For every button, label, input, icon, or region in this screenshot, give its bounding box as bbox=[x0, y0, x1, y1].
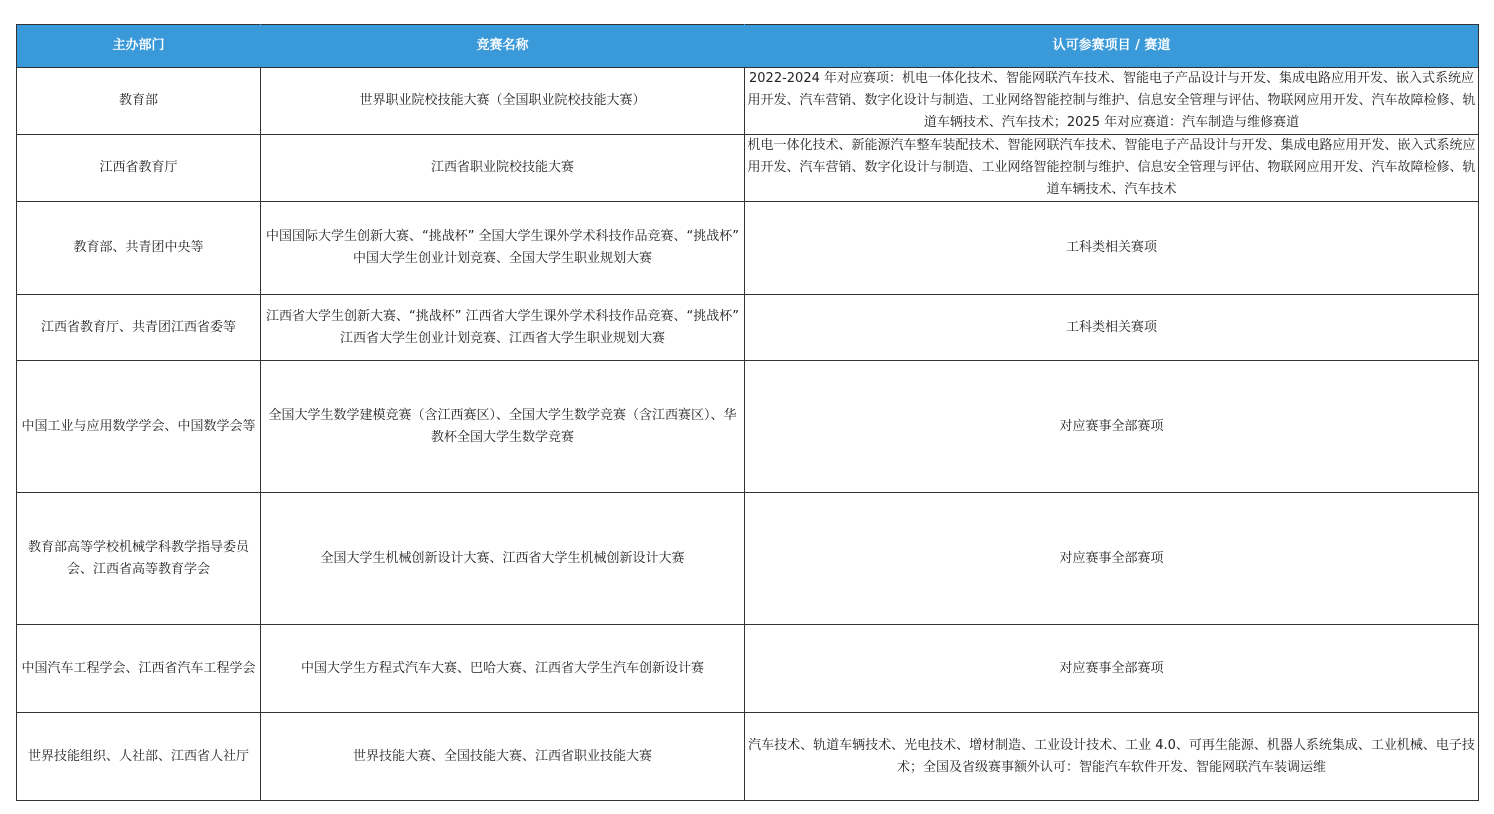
header-recognized-items: 认可参赛项目 / 赛道 bbox=[745, 25, 1479, 68]
cell-competition-name: 江西省职业院校技能大赛 bbox=[261, 135, 745, 202]
cell-competition-name: 全国大学生机械创新设计大赛、江西省大学生机械创新设计大赛 bbox=[261, 493, 745, 625]
table-row bbox=[17, 713, 1479, 801]
competition-table bbox=[16, 24, 1479, 801]
header-competition-name: 竞赛名称 bbox=[261, 25, 745, 68]
cell-dept: 教育部 bbox=[17, 68, 261, 135]
table-row bbox=[17, 361, 1479, 493]
cell-recognized-items: 对应赛事全部赛项 bbox=[745, 625, 1479, 713]
cell-recognized-items: 2022-2024 年对应赛项：机电一体化技术、智能网联汽车技术、智能电子产品设计与开发、集成电路应用开发、嵌入式系统应用开发、汽车营销、数字化设计与制造、工业网络智能控制与维护、信息安全管理与评估、物联网应用开发、汽车故障检修、轨道车辆技术、汽车技术；2025 年对应赛道：汽车制造与维修赛道 bbox=[745, 68, 1479, 135]
cell-competition-name: 世界技能大赛、全国技能大赛、江西省职业技能大赛 bbox=[261, 713, 745, 801]
header-dept: 主办部门 bbox=[17, 25, 261, 68]
competition-table-container bbox=[16, 24, 1478, 801]
cell-recognized-items: 工科类相关赛项 bbox=[745, 295, 1479, 361]
cell-recognized-items: 对应赛事全部赛项 bbox=[745, 493, 1479, 625]
cell-recognized-items: 机电一体化技术、新能源汽车整车装配技术、智能网联汽车技术、智能电子产品设计与开发、集成电路应用开发、嵌入式系统应用开发、汽车营销、数字化设计与制造、工业网络智能控制与维护、信息安全管理与评估、物联网应用开发、汽车故障检修、轨道车辆技术、汽车技术 bbox=[745, 135, 1479, 202]
cell-competition-name: 中国大学生方程式汽车大赛、巴哈大赛、江西省大学生汽车创新设计赛 bbox=[261, 625, 745, 713]
cell-dept: 教育部、共青团中央等 bbox=[17, 202, 261, 295]
cell-recognized-items: 工科类相关赛项 bbox=[745, 202, 1479, 295]
cell-competition-name: 中国国际大学生创新大赛、“挑战杯” 全国大学生课外学术科技作品竞赛、“挑战杯” 中国大学生创业计划竞赛、全国大学生职业规划大赛 bbox=[261, 202, 745, 295]
cell-dept: 中国汽车工程学会、江西省汽车工程学会 bbox=[17, 625, 261, 713]
table-row bbox=[17, 135, 1479, 202]
table-header-row bbox=[17, 25, 1479, 68]
cell-dept: 江西省教育厅、共青团江西省委等 bbox=[17, 295, 261, 361]
cell-competition-name: 江西省大学生创新大赛、“挑战杯” 江西省大学生课外学术科技作品竞赛、“挑战杯” 江西省大学生创业计划竞赛、江西省大学生职业规划大赛 bbox=[261, 295, 745, 361]
cell-dept: 世界技能组织、人社部、江西省人社厅 bbox=[17, 713, 261, 801]
table-row bbox=[17, 625, 1479, 713]
cell-dept: 江西省教育厅 bbox=[17, 135, 261, 202]
table-row bbox=[17, 493, 1479, 625]
table-row bbox=[17, 295, 1479, 361]
cell-dept: 中国工业与应用数学学会、中国数学会等 bbox=[17, 361, 261, 493]
cell-competition-name: 世界职业院校技能大赛（全国职业院校技能大赛） bbox=[261, 68, 745, 135]
table-row bbox=[17, 202, 1479, 295]
cell-dept: 教育部高等学校机械学科教学指导委员会、江西省高等教育学会 bbox=[17, 493, 261, 625]
table-row bbox=[17, 68, 1479, 135]
cell-recognized-items: 汽车技术、轨道车辆技术、光电技术、增材制造、工业设计技术、工业 4.0、可再生能源、机器人系统集成、工业机械、电子技术；全国及省级赛事额外认可：智能汽车软件开发、智能网联汽车装调运维 bbox=[745, 713, 1479, 801]
cell-competition-name: 全国大学生数学建模竞赛（含江西赛区）、全国大学生数学竞赛（含江西赛区）、华教杯全国大学生数学竞赛 bbox=[261, 361, 745, 493]
cell-recognized-items: 对应赛事全部赛项 bbox=[745, 361, 1479, 493]
